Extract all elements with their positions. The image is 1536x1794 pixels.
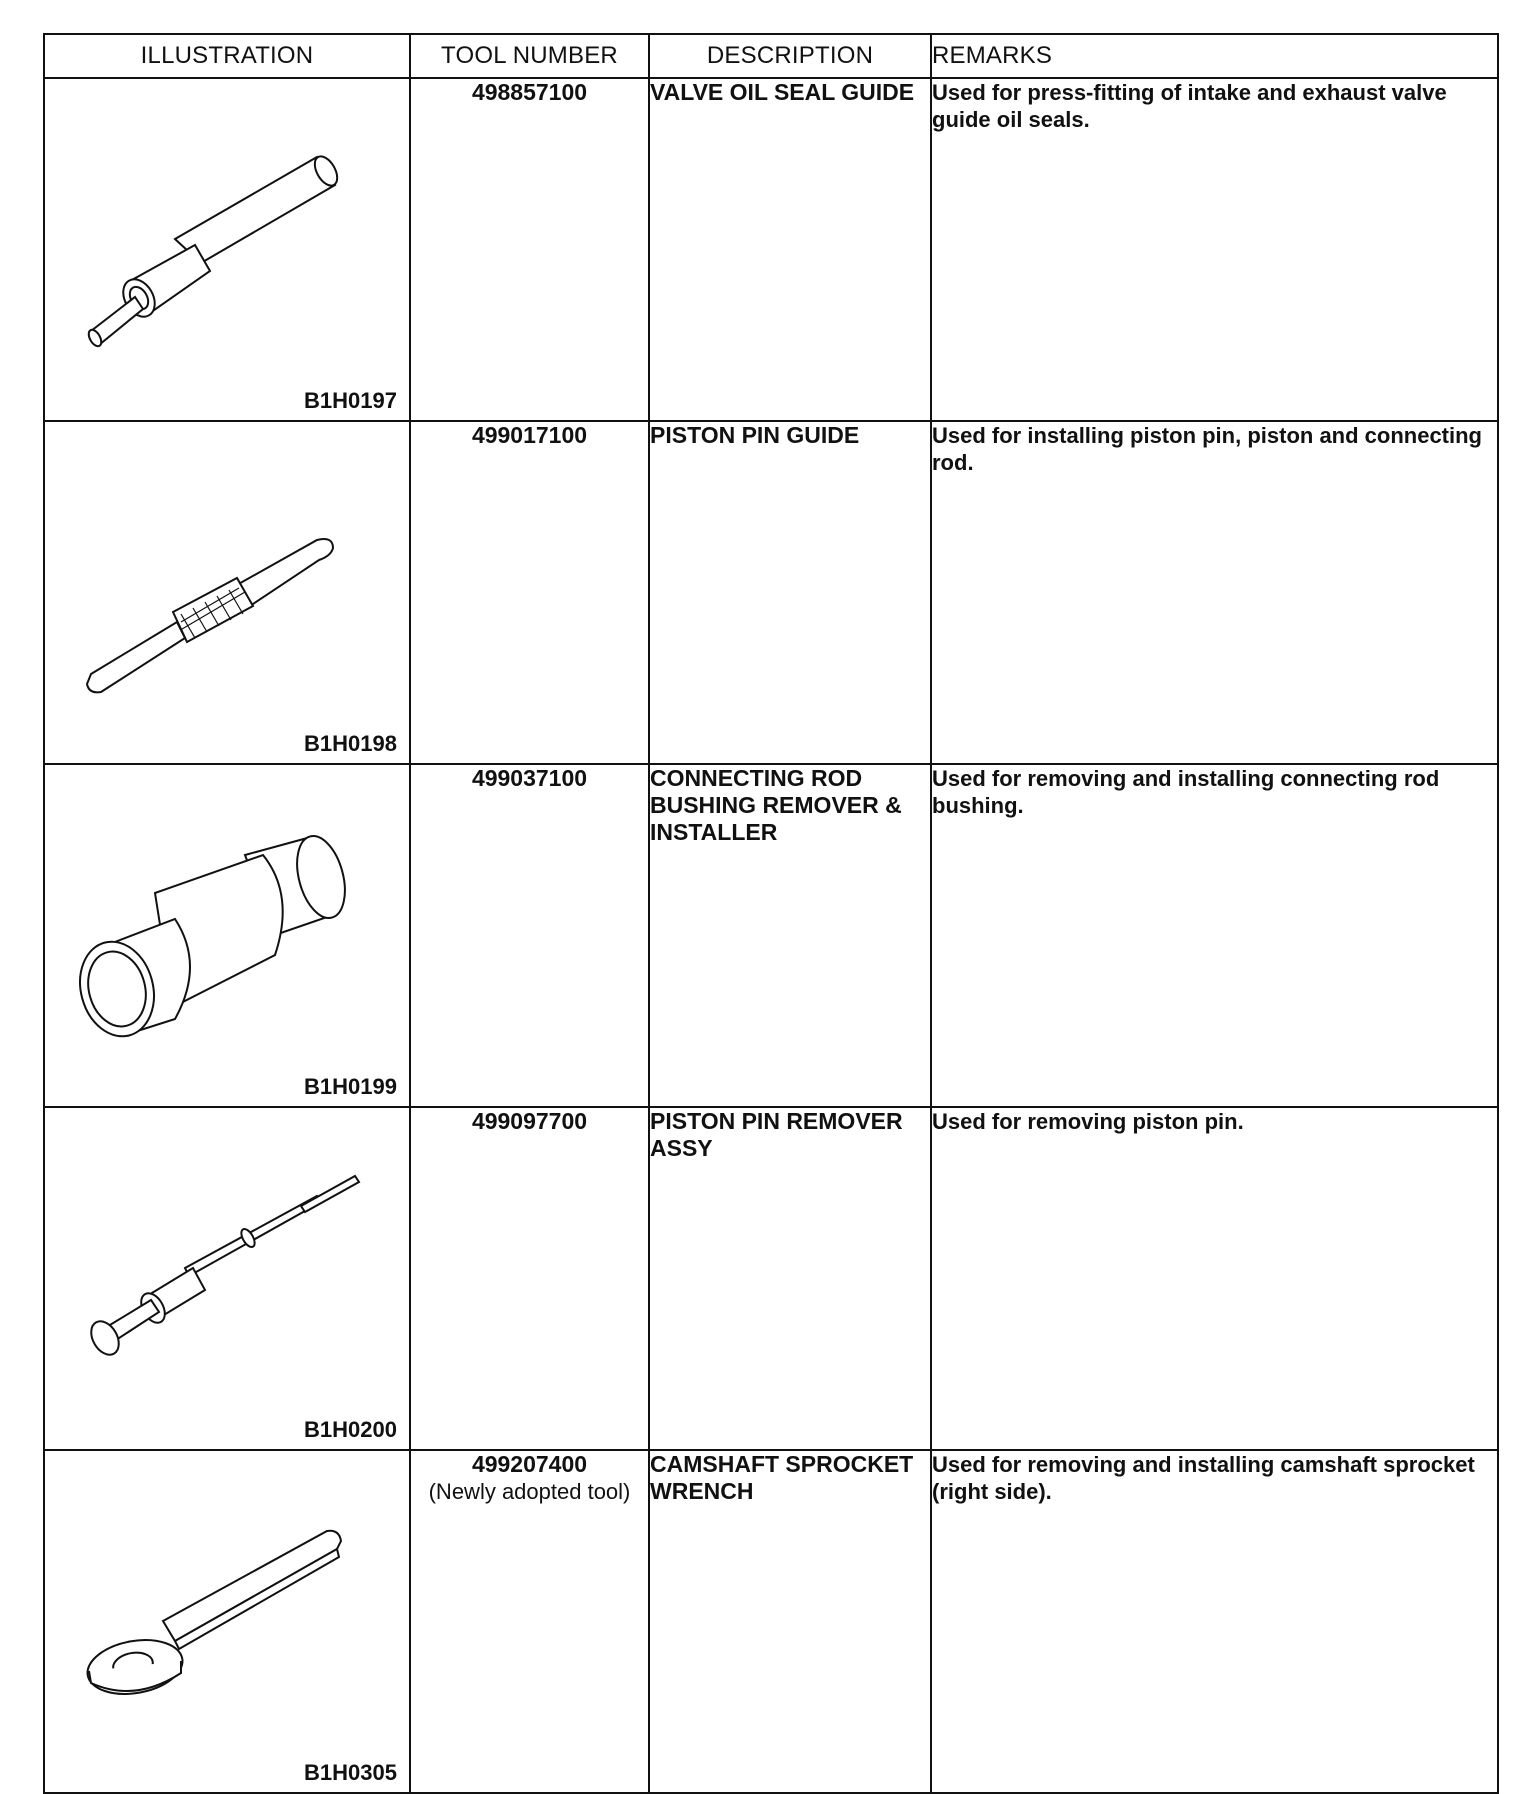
tool-number-cell bbox=[410, 1450, 649, 1793]
table-row bbox=[44, 421, 1498, 764]
remarks-cell: Used for installing piston pin, piston and connecting rod. bbox=[931, 421, 1498, 764]
remarks-cell: Used for removing and installing camshaft sprocket (right side). bbox=[931, 1450, 1498, 1793]
tool-number-cell bbox=[410, 1107, 649, 1450]
table-row bbox=[44, 1450, 1498, 1793]
tool-number: 499097700 bbox=[471, 1108, 588, 1134]
tool-number-note: (Newly adopted tool) bbox=[428, 1479, 631, 1504]
illustration-cell bbox=[44, 1107, 410, 1450]
header-tool-number: TOOL NUMBER bbox=[410, 34, 649, 78]
tool-number-cell bbox=[410, 421, 649, 764]
table-row bbox=[44, 764, 1498, 1107]
camshaft-sprocket-wrench-icon bbox=[55, 1471, 415, 1771]
valve-oil-seal-guide-icon bbox=[55, 99, 415, 399]
figure-code: B1H0197 bbox=[304, 388, 397, 413]
header-illustration: ILLUSTRATION bbox=[44, 34, 410, 78]
tool-number-cell bbox=[410, 78, 649, 421]
header-row bbox=[44, 34, 1498, 78]
figure-code: B1H0198 bbox=[304, 731, 397, 756]
bushing-remover-installer-icon bbox=[55, 785, 415, 1085]
description-cell: PISTON PIN REMOVER ASSY bbox=[649, 1107, 931, 1450]
piston-pin-remover-icon bbox=[55, 1128, 415, 1428]
table-row bbox=[44, 78, 1498, 421]
description-cell: CAMSHAFT SPROCKET WRENCH bbox=[649, 1450, 931, 1793]
tool-number: 499037100 bbox=[471, 765, 588, 791]
remarks-cell: Used for press-fitting of intake and exhaust valve guide oil seals. bbox=[931, 78, 1498, 421]
figure-code: B1H0199 bbox=[304, 1074, 397, 1099]
header-remarks: REMARKS bbox=[931, 34, 1498, 78]
tool-number: 499207400 bbox=[471, 1451, 588, 1477]
tool-number: 499017100 bbox=[471, 422, 588, 448]
table-row bbox=[44, 1107, 1498, 1450]
description-cell: PISTON PIN GUIDE bbox=[649, 421, 931, 764]
description-cell: VALVE OIL SEAL GUIDE bbox=[649, 78, 931, 421]
remarks-cell: Used for removing piston pin. bbox=[931, 1107, 1498, 1450]
illustration-cell bbox=[44, 1450, 410, 1793]
header-description: DESCRIPTION bbox=[649, 34, 931, 78]
illustration-cell bbox=[44, 78, 410, 421]
figure-code: B1H0200 bbox=[304, 1417, 397, 1442]
piston-pin-guide-icon bbox=[55, 442, 415, 742]
tool-number: 498857100 bbox=[471, 79, 588, 105]
special-tools-table bbox=[43, 33, 1499, 1794]
illustration-cell bbox=[44, 764, 410, 1107]
description-cell: CONNECTING ROD BUSHING REMOVER & INSTALLER bbox=[649, 764, 931, 1107]
illustration-cell bbox=[44, 421, 410, 764]
figure-code: B1H0305 bbox=[304, 1760, 397, 1785]
remarks-cell: Used for removing and installing connecting rod bushing. bbox=[931, 764, 1498, 1107]
tool-number-cell bbox=[410, 764, 649, 1107]
